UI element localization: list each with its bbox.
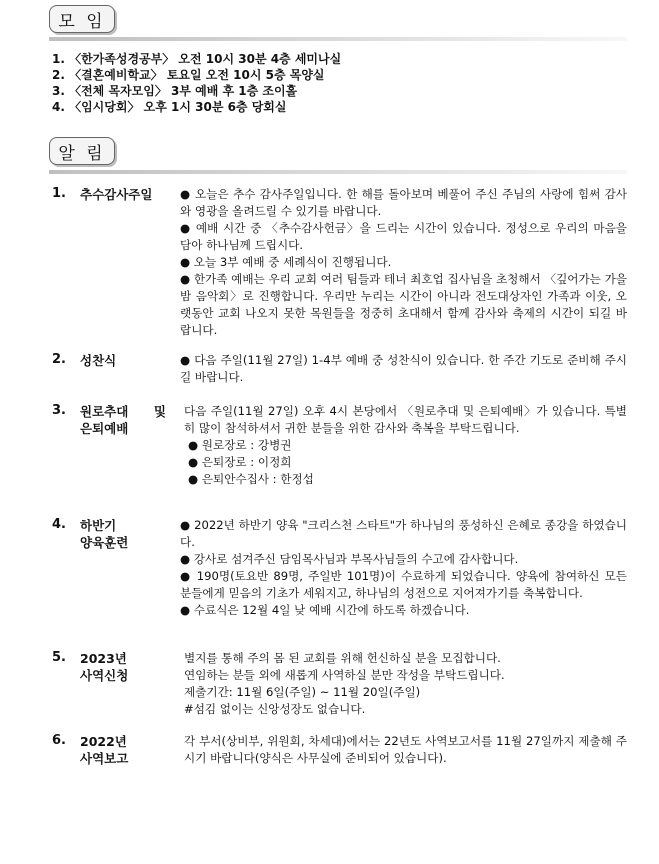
section-line: 별지를 통해 주의 몸 된 교회를 위해 헌신하실 분을 모집합니다. xyxy=(184,651,501,665)
section-body xyxy=(180,186,627,339)
section-line: ● 예배 시간 중 〈추수감사헌금〉을 드리는 시간이 있습니다. 정성으로 우리의 마음을 담아 하나님께 드립시다. xyxy=(180,221,627,252)
section-line: ● 190명(토요반 89명, 주일반 101명)이 수료하게 되었습니다. 양육에 참여하신 모든 분들에게 믿음의 기초가 세워지고, 하나님의 성전으로 지어져가기를 축복합니다. xyxy=(180,569,627,600)
section-title-line: 하반기 xyxy=(80,518,117,533)
meeting-item: 2. 〈결혼예비학교〉 토요일 오전 10시 5층 목양실 xyxy=(52,68,325,82)
section-line: ● 다음 주일(11월 27일) 1-4부 예배 중 성찬식이 있습니다. 한 주간 기도로 준비해 주시길 바랍니다. xyxy=(180,353,627,384)
section-number: 3. xyxy=(52,403,66,418)
section-title xyxy=(80,186,160,203)
section-title-line: 양육훈련 xyxy=(80,535,129,550)
section-number: 1. xyxy=(52,186,66,201)
section-title-line: 2023년 xyxy=(80,651,127,666)
section-title-line: 사역보고 xyxy=(80,751,129,766)
notice-heading: 알 림 xyxy=(58,143,106,164)
meeting-heading: 모 임 xyxy=(58,11,106,32)
meeting-item: 4. 〈임시당회〉 오후 1시 30분 6층 당회실 xyxy=(52,100,287,114)
section-body xyxy=(184,733,627,767)
section-title-line: 성찬식 xyxy=(80,353,117,368)
section-line: ● 오늘은 추수 감사주일입니다. 한 해를 돌아보며 베풀어 주신 주님의 사랑에 힘써 감사와 영광을 올려드릴 수 있기를 바랍니다. xyxy=(180,187,627,218)
section-title xyxy=(80,650,166,684)
section-line: 제출기간: 11월 6일(주일) ~ 11월 20일(주일) xyxy=(184,685,421,699)
section-line: 연임하는 분들 외에 새롭게 사역하실 분만 작성을 부탁드립니다. xyxy=(184,668,505,682)
meeting-list xyxy=(52,51,341,115)
section-number: 2. xyxy=(52,352,66,367)
section-title xyxy=(80,352,166,369)
meeting-item: 3. 〈전체 목자모임〉 3부 예배 후 1층 조이홀 xyxy=(52,84,298,98)
section-line: ● 2022년 하반기 양육 "크리스천 스타트"가 하나님의 풍성하신 은혜로 종강을 하였습니다. xyxy=(180,518,627,549)
section-title xyxy=(80,517,166,551)
notice-heading-tab xyxy=(49,137,115,165)
notice-divider xyxy=(49,170,627,174)
section-line: ● 강사로 섬겨주신 담임목사님과 부목사님들의 수고에 감사합니다. xyxy=(180,552,519,566)
section-line: ● 한가족 예배는 우리 교회 여러 팀들과 테너 최호업 집사님을 초청해서 〈깊어가는 가을밤 음악회〉로 진행합니다. 우리만 누리는 시간이 아니라 전도대상자인 가족과 이웃, 오랫동안 교회 나오지 못한 목원들을 정중히 초대해서 함께 감사와 축제의 시간이 되길 바랍니다. xyxy=(180,272,627,337)
section-line: ● 은퇴안수집사 : 한정섭 xyxy=(188,472,314,486)
section-line: ● 오늘 3부 예배 중 세례식이 진행됩니다. xyxy=(180,255,392,269)
meeting-heading-tab xyxy=(49,5,115,33)
section-line: ● 은퇴장로 : 이정희 xyxy=(188,455,292,469)
section-title-line: 원로추대 및 xyxy=(80,404,166,419)
section-title xyxy=(80,733,166,767)
meeting-divider xyxy=(49,37,627,41)
section-line: ● 원로장로 : 강병권 xyxy=(188,438,292,452)
section-body xyxy=(184,650,627,718)
section-title-line: 은퇴예배 xyxy=(80,421,129,436)
section-title-line: 사역신청 xyxy=(80,668,129,683)
section-number: 4. xyxy=(52,517,66,532)
section-title-line: 추수감사주일 xyxy=(80,187,153,202)
section-title xyxy=(80,403,166,437)
section-number: 6. xyxy=(52,733,66,748)
section-body xyxy=(180,352,627,386)
section-title-line: 2022년 xyxy=(80,734,127,749)
section-line: 각 부서(상비부, 위원회, 차세대)에서는 22년도 사역보고서를 11월 27일까지 제출해 주시기 바랍니다(양식은 사무실에 준비되어 있습니다). xyxy=(184,734,627,765)
section-line: 다음 주일(11월 27일) 오후 4시 본당에서 〈원로추대 및 은퇴예배〉가 있습니다. 특별히 많이 참석하셔서 귀한 분들을 위한 감사와 축복을 부탁드립니다. xyxy=(184,404,627,435)
section-line: #섬김 없이는 신앙성장도 없습니다. xyxy=(184,702,366,716)
section-body xyxy=(184,403,627,488)
section-body xyxy=(180,517,627,619)
section-line: ● 수료식은 12월 4일 낮 예배 시간에 하도록 하겠습니다. xyxy=(180,603,470,617)
meeting-item: 1. 〈한가족성경공부〉 오전 10시 30분 4층 세미나실 xyxy=(52,52,342,66)
section-number: 5. xyxy=(52,650,66,665)
